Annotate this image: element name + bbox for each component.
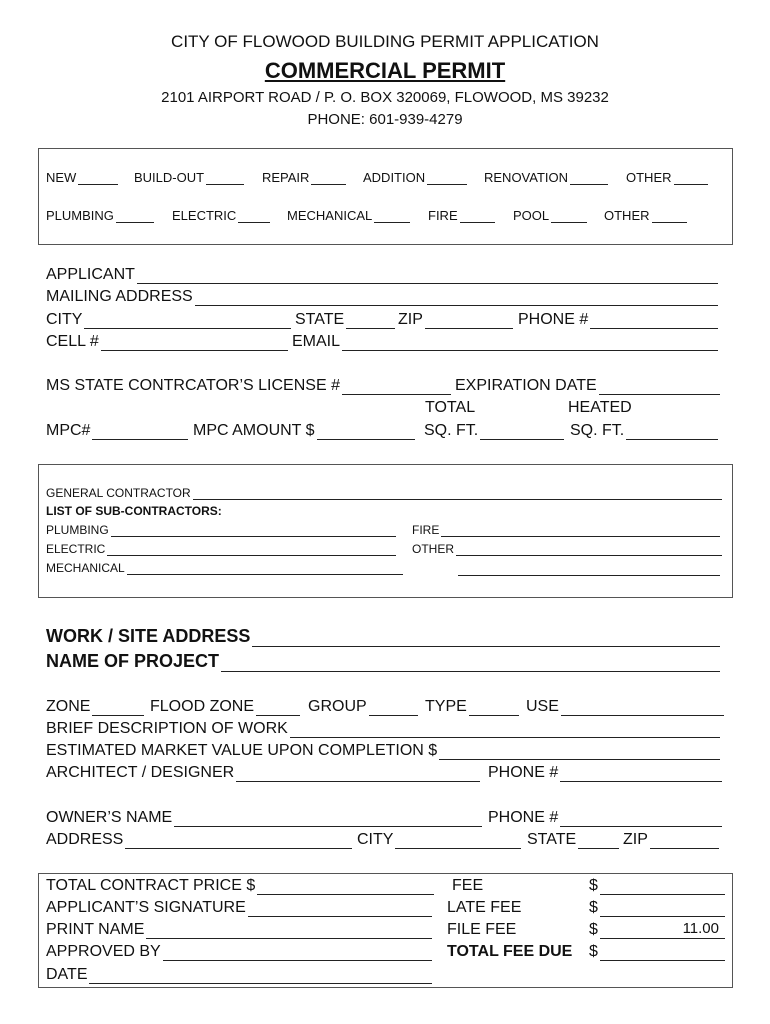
- total-fee-due-label: TOTAL FEE DUE: [447, 943, 573, 960]
- electric-type-field[interactable]: [172, 208, 270, 223]
- build-out-label: BUILD-OUT: [134, 170, 205, 185]
- form-title: CITY OF FLOWOOD BUILDING PERMIT APPLICATION: [171, 32, 599, 51]
- applicant-label: APPLICANT: [46, 266, 135, 283]
- applicant-field[interactable]: [46, 266, 718, 284]
- zip-field[interactable]: [398, 311, 513, 329]
- late-fee-label: LATE FEE: [447, 899, 522, 916]
- work-site-address-label: WORK / SITE ADDRESS: [46, 626, 251, 646]
- addition-label: ADDITION: [363, 170, 426, 185]
- fee-currency: $: [589, 877, 598, 894]
- use-label: USE: [526, 698, 559, 715]
- mechanical-contractor-field[interactable]: [46, 561, 403, 575]
- other-label-2: OTHER: [604, 208, 650, 223]
- mpc-label: MPC#: [46, 422, 91, 439]
- city-field[interactable]: [46, 311, 291, 329]
- total-fee-currency: $: [589, 943, 598, 960]
- owner-address-label: ADDRESS: [46, 831, 124, 848]
- brief-description-label: BRIEF DESCRIPTION OF WORK: [46, 720, 288, 737]
- total-sqft-label: SQ. FT.: [424, 422, 479, 439]
- architect-label: ARCHITECT / DESIGNER: [46, 764, 235, 781]
- file-fee-value: 11.00: [682, 920, 719, 937]
- electric-contractor-field[interactable]: [46, 542, 396, 556]
- architect-phone-field[interactable]: [488, 764, 722, 782]
- electric-contractor-label: ELECTRIC: [46, 542, 106, 556]
- heated-sqft-field[interactable]: [570, 422, 718, 440]
- email-field[interactable]: [292, 333, 718, 351]
- other-contractor-field[interactable]: [412, 542, 722, 556]
- mechanical-type-label: MECHANICAL: [287, 208, 373, 223]
- project-name-field[interactable]: [46, 651, 720, 672]
- heated-sqft-label: SQ. FT.: [570, 422, 625, 439]
- state-label: STATE: [295, 311, 345, 328]
- form-subtitle: COMMERCIAL PERMIT: [264, 58, 506, 83]
- owner-zip-field[interactable]: [623, 831, 719, 849]
- expiration-date-field[interactable]: [455, 377, 720, 395]
- electric-type-label: ELECTRIC: [172, 208, 237, 223]
- brief-description-field[interactable]: [46, 720, 720, 738]
- other-field-2[interactable]: [604, 208, 687, 223]
- owner-phone-label: PHONE #: [488, 809, 559, 826]
- plumbing-type-label: PLUMBING: [46, 208, 114, 223]
- pool-type-label: POOL: [513, 208, 550, 223]
- file-fee-label: FILE FEE: [447, 921, 517, 938]
- total-sqft-field[interactable]: [424, 422, 564, 440]
- sub-contractors-heading: LIST OF SUB-CONTRACTORS:: [46, 504, 222, 518]
- email-label: EMAIL: [292, 333, 341, 350]
- phone-label: PHONE #: [518, 311, 589, 328]
- contract-price-label: TOTAL CONTRACT PRICE $: [46, 877, 256, 894]
- flood-zone-label: FLOOD ZONE: [150, 698, 255, 715]
- mailing-address-label: MAILING ADDRESS: [46, 288, 193, 305]
- total-fee-amount-field[interactable]: [589, 943, 725, 961]
- zone-label: ZONE: [46, 698, 91, 715]
- group-field[interactable]: [308, 698, 418, 716]
- architect-field[interactable]: [46, 764, 480, 782]
- owner-name-field[interactable]: [46, 809, 482, 827]
- mechanical-contractor-label: MECHANICAL: [46, 561, 125, 575]
- ms-license-field[interactable]: [46, 377, 451, 395]
- new-field[interactable]: [46, 170, 118, 185]
- extra-contractor-line[interactable]: [458, 575, 720, 576]
- general-contractor-label: GENERAL CONTRACTOR: [46, 486, 191, 500]
- fire-type-field[interactable]: [428, 208, 495, 223]
- late-fee-amount-field[interactable]: [589, 899, 725, 917]
- city-label: CITY: [46, 311, 83, 328]
- repair-label: REPAIR: [262, 170, 310, 185]
- flood-zone-field[interactable]: [150, 698, 300, 716]
- file-fee-currency: $: [589, 921, 598, 938]
- date-label: DATE: [46, 966, 88, 983]
- owner-city-field[interactable]: [357, 831, 521, 849]
- plumbing-contractor-field[interactable]: [46, 523, 396, 537]
- type-label: TYPE: [425, 698, 467, 715]
- architect-phone-label: PHONE #: [488, 764, 559, 781]
- use-field[interactable]: [526, 698, 724, 716]
- other-field-1[interactable]: [626, 170, 708, 185]
- renovation-field[interactable]: [484, 170, 608, 185]
- build-out-field[interactable]: [134, 170, 244, 185]
- group-label: GROUP: [308, 698, 367, 715]
- addition-field[interactable]: [363, 170, 467, 185]
- expiration-date-label: EXPIRATION DATE: [455, 377, 597, 394]
- fire-contractor-field[interactable]: [412, 523, 720, 537]
- file-fee-amount-field[interactable]: [589, 921, 725, 939]
- market-value-field[interactable]: [46, 742, 720, 760]
- new-label: NEW: [46, 170, 77, 185]
- renovation-label: RENOVATION: [484, 170, 569, 185]
- cell-label: CELL #: [46, 333, 99, 350]
- ms-license-label: MS STATE CONTRCATOR’S LICENSE #: [46, 377, 340, 394]
- owner-state-label: STATE: [527, 831, 577, 848]
- mechanical-type-field[interactable]: [287, 208, 410, 223]
- fee-amount-field[interactable]: [589, 877, 725, 895]
- market-value-label: ESTIMATED MARKET VALUE UPON COMPLETION $: [46, 742, 438, 759]
- owner-state-field[interactable]: [527, 831, 619, 849]
- other-contractor-label: OTHER: [412, 542, 454, 556]
- phone-field[interactable]: [518, 311, 718, 329]
- other-label-1: OTHER: [626, 170, 672, 185]
- signature-label: APPLICANT’S SIGNATURE: [46, 899, 246, 916]
- mpc-amount-field[interactable]: [193, 422, 415, 440]
- approved-by-field[interactable]: [46, 943, 432, 961]
- mpc-amount-label: MPC AMOUNT $: [193, 422, 315, 439]
- permit-type-box: [38, 148, 733, 245]
- owner-city-label: CITY: [357, 831, 394, 848]
- mailing-address-field[interactable]: [46, 288, 718, 306]
- general-contractor-field[interactable]: [46, 486, 722, 500]
- zip-label: ZIP: [398, 311, 423, 328]
- type-field[interactable]: [425, 698, 519, 716]
- mpc-field[interactable]: [46, 422, 188, 440]
- cell-field[interactable]: [46, 333, 288, 351]
- fire-type-label: FIRE: [428, 208, 458, 223]
- repair-field[interactable]: [262, 170, 346, 185]
- print-name-label: PRINT NAME: [46, 921, 145, 938]
- total-label: TOTAL: [425, 399, 476, 416]
- print-name-field[interactable]: [46, 921, 432, 939]
- owner-name-label: OWNER’S NAME: [46, 809, 173, 826]
- owner-phone-field[interactable]: [488, 809, 722, 827]
- signature-field[interactable]: [46, 899, 432, 917]
- owner-zip-label: ZIP: [623, 831, 648, 848]
- approved-by-label: APPROVED BY: [46, 943, 161, 960]
- pool-type-field[interactable]: [513, 208, 587, 223]
- work-site-address-field[interactable]: [46, 626, 720, 647]
- zone-field[interactable]: [46, 698, 144, 716]
- city-phone: PHONE: 601-939-4279: [307, 111, 463, 128]
- contract-price-field[interactable]: [46, 877, 434, 895]
- heated-label: HEATED: [568, 399, 632, 416]
- owner-address-field[interactable]: [46, 831, 352, 849]
- fire-contractor-label: FIRE: [412, 523, 440, 537]
- date-field[interactable]: [46, 966, 432, 984]
- project-name-label: NAME OF PROJECT: [46, 651, 220, 671]
- late-fee-currency: $: [589, 899, 598, 916]
- fee-label: FEE: [452, 877, 484, 894]
- city-address: 2101 AIRPORT ROAD / P. O. BOX 320069, FLOWOOD, MS 39232: [161, 89, 609, 106]
- plumbing-type-field[interactable]: [46, 208, 154, 223]
- plumbing-contractor-label: PLUMBING: [46, 523, 109, 537]
- state-field[interactable]: [295, 311, 395, 329]
